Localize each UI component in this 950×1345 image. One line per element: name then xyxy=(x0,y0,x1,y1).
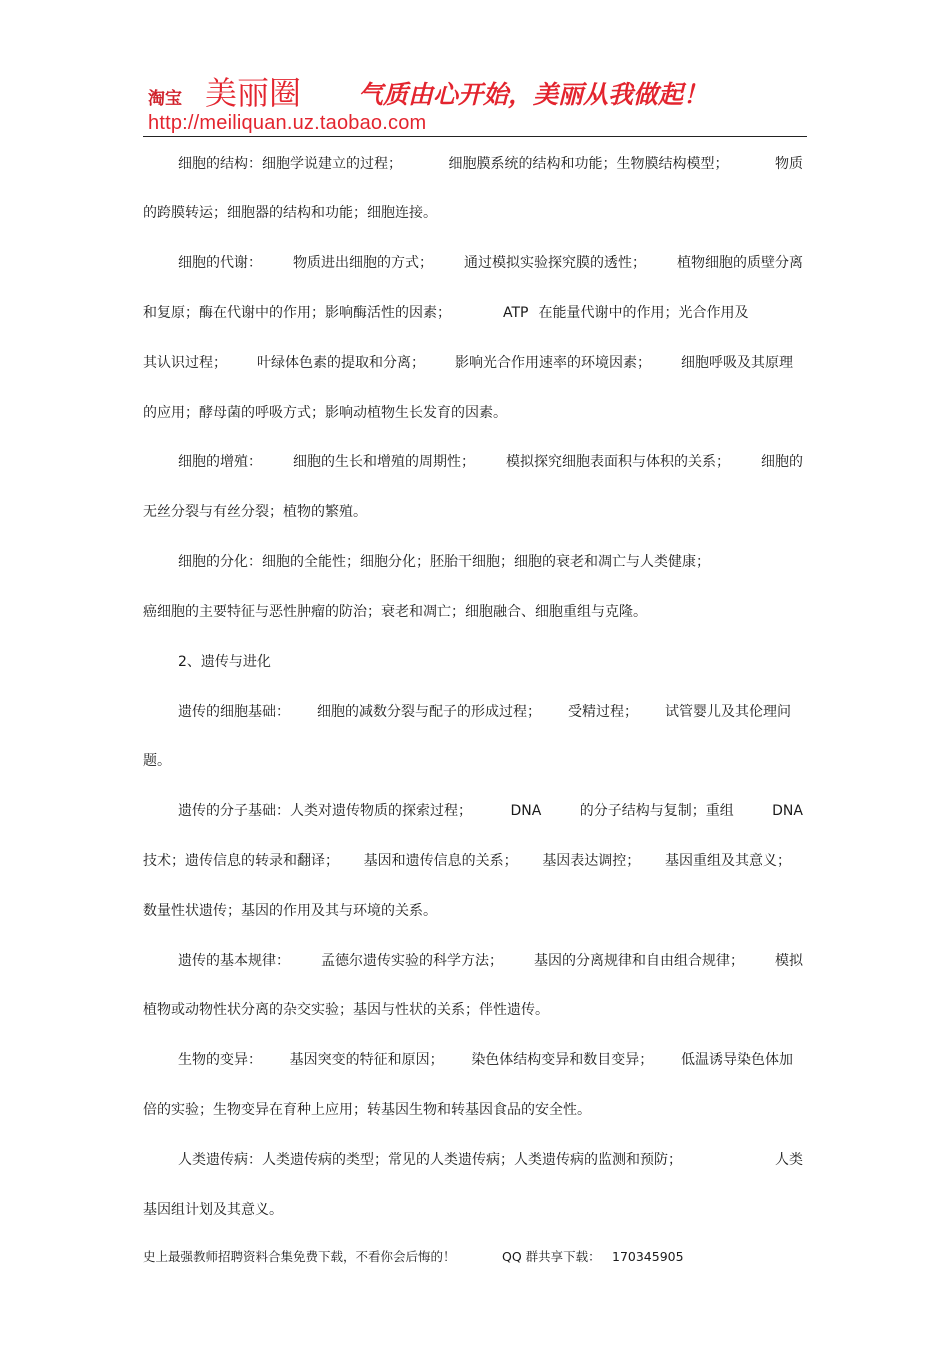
footer-promo-text: 史上最强教师招聘资料合集免费下载，不看你会后悔的！ xyxy=(143,1249,456,1264)
text-segment: 细胞的代谢： xyxy=(178,255,262,271)
text-segment: DNA xyxy=(510,803,542,819)
text-line: 植物或动物性状分离的杂交实验；基因与性状的关系；伴性遗传。 xyxy=(143,1002,549,1018)
banner-url[interactable]: http://meiliquan.uz.taobao.com xyxy=(148,112,427,134)
text-segment: ATP xyxy=(503,305,529,321)
text-segment: 细胞呼吸及其原理 xyxy=(681,355,793,371)
text-line: 倍的实验；生物变异在育种上应用；转基因生物和转基因食品的安全性。 xyxy=(143,1102,591,1118)
text-segment: 细胞的 xyxy=(761,454,803,470)
text-segment: 人类 xyxy=(775,1152,803,1168)
text-segment: 遗传的分子基础：人类对遗传物质的探索过程； xyxy=(178,803,472,819)
text-line: 的应用；酵母菌的呼吸方式；影响动植物生长发育的因素。 xyxy=(143,405,507,421)
text-segment: 其认识过程； xyxy=(143,355,227,371)
text-segment: 物质进出细胞的方式； xyxy=(293,255,433,271)
text-line xyxy=(143,851,791,871)
text-segment: 物质 xyxy=(775,156,803,172)
text-line xyxy=(143,154,803,174)
text-segment: 染色体结构变异和数目变异； xyxy=(471,1052,654,1068)
text-segment: 细胞的结构：细胞学说建立的过程； xyxy=(178,156,402,172)
text-segment: 基因和遗传信息的关系； xyxy=(363,853,518,869)
text-segment: 细胞的减数分裂与配子的形成过程； xyxy=(317,704,541,720)
text-line xyxy=(143,353,793,373)
text-segment: 基因的分离规律和自由组合规律； xyxy=(534,953,744,969)
text-segment: 和复原；酶在代谢中的作用；影响酶活性的因素； xyxy=(143,305,451,321)
text-segment: 细胞的增殖： xyxy=(178,454,262,470)
text-line xyxy=(143,1050,793,1070)
text-segment: 模拟探究细胞表面积与体积的关系； xyxy=(506,454,730,470)
text-segment: 细胞膜系统的结构和功能；生物膜结构模型； xyxy=(448,156,729,172)
text-segment: 植物细胞的质壁分离 xyxy=(677,255,803,271)
text-segment: 叶绿体色素的提取和分离； xyxy=(257,355,425,371)
text-line: 的跨膜转运；细胞器的结构和功能；细胞连接。 xyxy=(143,205,437,221)
text-segment: 试管婴儿及其伦理问 xyxy=(665,704,791,720)
banner-slogan: 气质由心开始，美丽从我做起！ xyxy=(358,80,709,109)
text-segment: 技术；遗传信息的转录和翻译； xyxy=(143,853,339,869)
text-segment: 人类遗传病：人类遗传病的类型；常见的人类遗传病；人类遗传病的监测和预防； xyxy=(178,1152,682,1168)
text-segment: DNA xyxy=(772,803,803,819)
header-divider xyxy=(143,136,807,137)
text-line: 无丝分裂与有丝分裂；植物的繁殖。 xyxy=(143,504,367,520)
text-segment: 在能量代谢中的作用；光合作用及 xyxy=(538,305,749,321)
text-segment: 受精过程； xyxy=(568,704,638,720)
text-segment: 细胞的生长和增殖的周期性； xyxy=(293,454,475,470)
text-segment: 遗传的基本规律： xyxy=(178,953,290,969)
text-line: 细胞的分化：细胞的全能性；细胞分化；胚胎干细胞；细胞的衰老和凋亡与人类健康； xyxy=(178,554,710,570)
text-segment: 低温诱导染色体加 xyxy=(680,1052,793,1068)
text-line: 数量性状遗传；基因的作用及其与环境的关系。 xyxy=(143,903,437,919)
text-segment: 模拟 xyxy=(775,953,803,969)
text-segment: 孟德尔遗传实验的科学方法； xyxy=(321,953,503,969)
text-line: 基因组计划及其意义。 xyxy=(143,1202,283,1218)
text-segment: 基因重组及其意义； xyxy=(664,853,791,869)
text-segment: 生物的变异： xyxy=(178,1052,262,1068)
text-segment: 基因表达调控； xyxy=(542,853,641,869)
text-line xyxy=(143,1150,803,1170)
text-line xyxy=(143,702,791,722)
text-line: 癌细胞的主要特征与恶性肿瘤的防治；衰老和凋亡；细胞融合、细胞重组与克隆。 xyxy=(143,604,647,620)
section-heading: 2、遗传与进化 xyxy=(178,654,271,670)
banner-taobao-label: 淘宝 xyxy=(148,89,182,109)
text-segment: 遗传的细胞基础： xyxy=(178,704,290,720)
text-segment: 基因突变的特征和原因； xyxy=(289,1052,444,1068)
text-line xyxy=(143,951,803,971)
text-line xyxy=(143,452,803,472)
footer-qq-label: QQ 群共享下载： xyxy=(502,1249,601,1264)
text-line xyxy=(143,253,803,273)
text-line: 题。 xyxy=(143,753,171,769)
text-line xyxy=(143,303,779,323)
footer-qq-number: 170345905 xyxy=(612,1249,684,1264)
banner-brand-name: 美丽圈 xyxy=(205,74,302,112)
text-segment: 影响光合作用速率的环境因素； xyxy=(455,355,651,371)
header-banner xyxy=(143,75,807,137)
text-line xyxy=(143,801,803,821)
text-segment: 的分子结构与复制；重组 xyxy=(579,803,734,819)
text-segment: 通过模拟实验探究膜的透性； xyxy=(464,255,646,271)
